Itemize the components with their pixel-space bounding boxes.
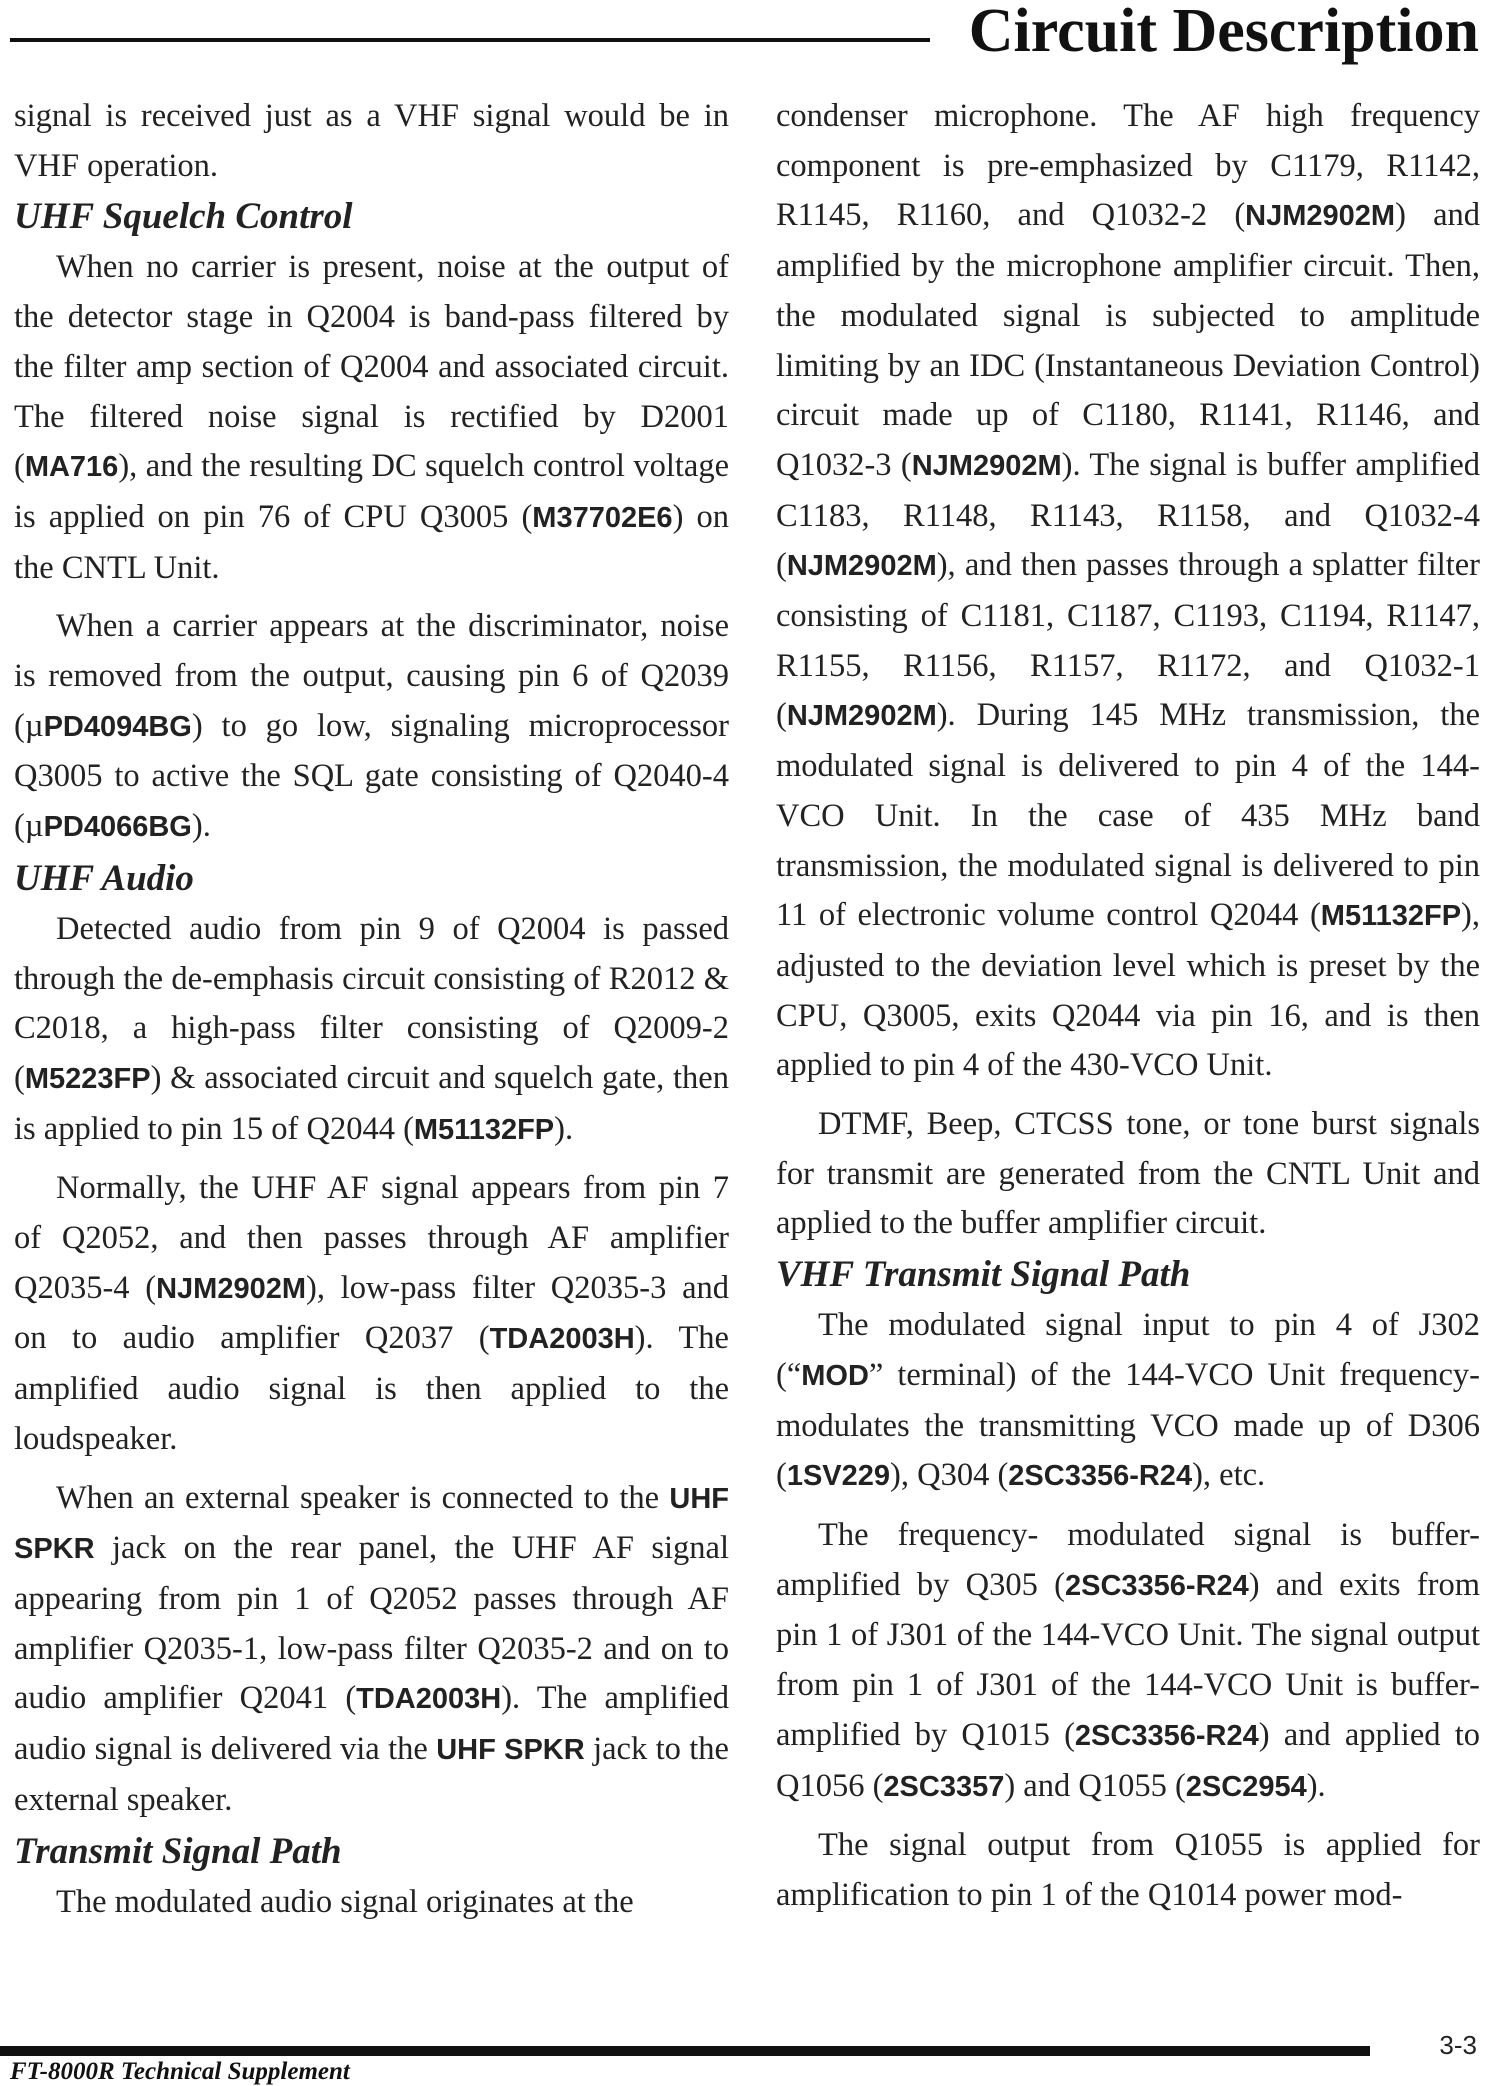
body-paragraph: The modulated audio signal originates at the: [56, 1883, 634, 1920]
part-number: 2SC3356-R24: [1074, 1719, 1259, 1752]
part-number: M37702E6: [532, 501, 673, 534]
part-number: PD4094BG: [43, 710, 192, 743]
part-number: NJM2902M: [156, 1272, 306, 1305]
part-number: UHF SPKR: [14, 1482, 729, 1566]
part-number: PD4066BG: [43, 811, 192, 844]
part-number: 1SV229: [786, 1460, 891, 1493]
body-paragraph: The modulated signal input to pin 4 of J302 (“MOD” terminal) of the 144-VCO Unit frequency-modulates the transmitting VCO made up of D306 (1SV229), Q304 (2SC3356-R24), etc.: [776, 1307, 1480, 1494]
section-title: Circuit Description: [968, 0, 1479, 65]
part-number: MA716: [24, 451, 119, 484]
document-title: FT-8000R Technical Supplement: [10, 2058, 350, 2085]
part-number: M51132FP: [1320, 900, 1462, 933]
section-heading: VHF Transmit Signal Path: [776, 1254, 1191, 1296]
part-number: M5223FP: [24, 1062, 151, 1095]
header-rule: [10, 38, 930, 42]
body-paragraph: Normally, the UHF AF signal appears from pin 7 of Q2052, and then passes through AF amplifier Q2035-4 (NJM2902M), low-pass filter Q2035-3 and on to audio amplifier Q2037 (TDA2003H). The amplified audio signal is then applied to the loudspeaker.: [14, 1170, 729, 1457]
part-number: MOD: [801, 1359, 869, 1392]
body-paragraph: condenser microphone. The AF high frequency component is pre-emphasized by C1179, R1142, R1145, R1160, and Q1032-2 (NJM2902M) and amplified by the microphone amplifier circuit. Then, the modulated signal is subjected to amplitude limiting by an IDC (Instantaneous Deviation Control) circuit made up of C1180, R1141, R1146, and Q1032-3 (NJM2902M). The signal is buffer amplified C1183, R1148, R1143, R1158, and Q1032-4 (NJM2902M), and then passes through a splatter filter consisting of C1181, C1187, C1193, C1194, R1147, R1155, R1156, R1157, R1172, and Q1032-1 (NJM2902M). During 145 MHz transmission, the modulated signal is delivered to pin 4 of the 144-VCO Unit. In the case of 435 MHz band transmission, the modulated signal is delivered to pin 11 of electronic volume control Q2044 (M51132FP), adjusted to the deviation level which is preset by the CPU, Q3005, exits Q2044 via pin 16, and is then applied to pin 4 of the 430-VCO Unit.: [776, 98, 1480, 1084]
body-paragraph: When a carrier appears at the discriminator, noise is removed from the output, causing pin 6 of Q2039 (µPD4094BG) to go low, signaling microprocessor Q3005 to active the SQL gate consisting of Q2040-4 (µPD4066BG).: [14, 608, 729, 845]
body-paragraph: DTMF, Beep, CTCSS tone, or tone burst signals for transmit are generated from the CNTL Unit and applied to the buffer amplifier circuit.: [776, 1106, 1480, 1242]
part-number: NJM2902M: [786, 700, 937, 733]
part-number: TDA2003H: [489, 1323, 635, 1356]
body-paragraph: Detected audio from pin 9 of Q2004 is passed through the de-emphasis circuit consisting of R2012 & C2018, a high-pass filter consisting of Q2009-2 (M5223FP) & associated circuit and squelch gate, then is applied to pin 15 of Q2044 (M51132FP).: [14, 910, 729, 1147]
part-number: NJM2902M: [1245, 200, 1396, 233]
body-paragraph: When an external speaker is connected to the UHF SPKR jack on the rear panel, the UHF AF signal appearing from pin 1 of Q2052 passes through AF amplifier Q2035-1, low-pass filter Q2035-2 and on to audio amplifier Q2041 (TDA2003H). The amplified audio signal is delivered via the UHF SPKR jack to the external speaker.: [14, 1479, 729, 1818]
part-number: UHF SPKR: [436, 1734, 585, 1767]
part-number: M51132FP: [413, 1113, 555, 1146]
part-number: 2SC3356-R24: [1064, 1569, 1249, 1602]
page-number: 3-3: [1439, 2030, 1477, 2060]
body-paragraph: The signal output from Q1055 is applied for amplification to pin 1 of the Q1014 power mod-: [776, 1827, 1480, 1913]
right-column: [776, 92, 1480, 1921]
footer-rule: [0, 2046, 1370, 2056]
part-number: 2SC3356-R24: [1008, 1460, 1193, 1493]
body-paragraph: When no carrier is present, noise at the output of the detector stage in Q2004 is band-pass filtered by the filter amp section of Q2004 and associated circuit. The filtered noise signal is rectified by D2001 (MA716), and the resulting DC squelch control voltage is applied on pin 76 of CPU Q3005 (M37702E6) on the CNTL Unit.: [14, 249, 729, 586]
body-paragraph: The frequency- modulated signal is buffer-amplified by Q305 (2SC3356-R24) and exits from pin 1 of J301 of the 144-VCO Unit. The signal output from pin 1 of J301 of the 144-VCO Unit is buffer-amplified by Q1015 (2SC3356-R24) and applied to Q1056 (2SC3357) and Q1055 (2SC2954).: [776, 1516, 1480, 1804]
part-number: NJM2902M: [911, 449, 1062, 482]
section-heading: UHF Audio: [14, 857, 194, 899]
section-heading: Transmit Signal Path: [14, 1830, 342, 1872]
part-number: 2SC3357: [883, 1770, 1005, 1803]
body-paragraph: signal is received just as a VHF signal would be in VHF operation.: [14, 98, 729, 184]
part-number: TDA2003H: [356, 1683, 502, 1716]
part-number: NJM2902M: [786, 550, 937, 583]
section-heading: UHF Squelch Control: [14, 196, 353, 238]
part-number: 2SC2954: [1185, 1770, 1307, 1803]
left-column: [14, 92, 729, 1927]
